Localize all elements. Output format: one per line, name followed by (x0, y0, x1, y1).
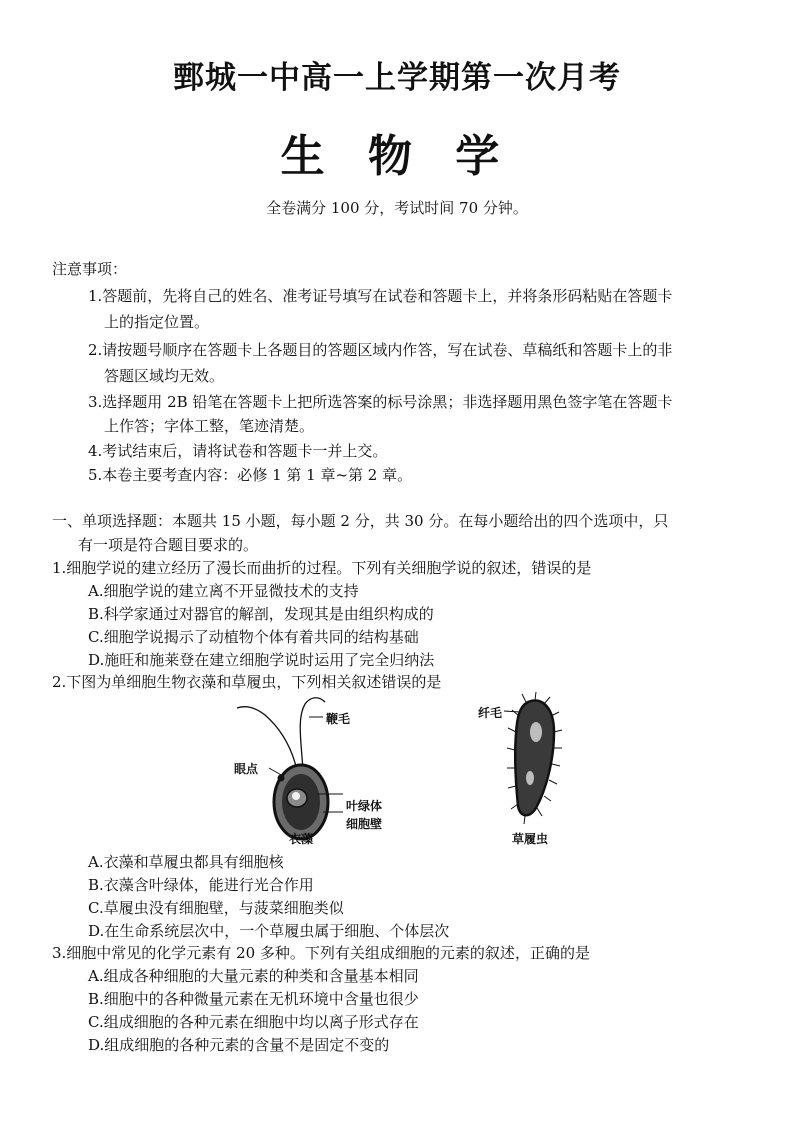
caption-paramecium: 草履虫 (512, 832, 549, 846)
exam-info: 全卷满分 100 分，考试时间 70 分钟。 (266, 199, 528, 217)
label-flagellum: 鞭毛 (326, 712, 351, 726)
label-cilia: 纤毛 (478, 706, 503, 720)
question-1-option-b: B.科学家通过对器官的解剖，发现其是由组织构成的 (88, 605, 434, 623)
question-1-stem: 1.细胞学说的建立经历了漫长而曲折的过程。下列有关细胞学说的叙述，错误的是 (52, 559, 592, 577)
question-1-option-a: A.细胞学说的建立离不开显微技术的支持 (88, 582, 359, 600)
question-3-option-a: A.组成各种细胞的大量元素的种类和含量基本相同 (88, 967, 419, 985)
question-1-option-c: C.细胞学说揭示了动植物个体有着共同的结构基础 (88, 628, 419, 646)
exam-title: 鄄城一中高一上学期第一次月考 (173, 60, 621, 96)
notes-heading: 注意事项： (52, 260, 128, 278)
note-item-3-cont: 上作答；字体工整，笔迹清楚。 (104, 417, 315, 435)
question-3-stem: 3.细胞中常见的化学元素有 20 多种。下列有关组成细胞的元素的叙述，正确的是 (52, 944, 590, 962)
question-2-option-b: B.衣藻含叶绿体，能进行光合作用 (88, 876, 314, 894)
caption-chlamydomonas: 衣藻 (289, 832, 314, 846)
question-1-option-d: D.施旺和施莱登在建立细胞学说时运用了完全归纳法 (88, 651, 435, 669)
section-heading: 一、单项选择题：本题共 15 小题，每小题 2 分，共 30 分。在每小题给出的四个选项中，只 (52, 512, 669, 530)
note-item-5: 5.本卷主要考查内容：必修 1 第 1 章~第 2 章。 (88, 466, 413, 484)
note-item-2-cont: 答题区域均无效。 (104, 367, 225, 385)
question-2-option-d: D.在生命系统层次中，一个草履虫属于细胞、个体层次 (88, 922, 450, 940)
label-cell-wall: 细胞壁 (346, 817, 383, 831)
note-item-1: 1.答题前，先将自己的姓名、准考证号填写在试卷和答题卡上，并将条形码粘贴在答题卡 (88, 287, 673, 305)
subject-title: 生 物 学 (280, 131, 514, 182)
question-2-stem: 2.下图为单细胞生物衣藻和草履虫，下列相关叙述错误的是 (52, 673, 442, 691)
question-2-option-c: C.草履虫没有细胞壁，与菠菜细胞类似 (88, 899, 344, 917)
note-item-4: 4.考试结束后，请将试卷和答题卡一并上交。 (88, 442, 388, 460)
note-item-2: 2.请按题号顺序在答题卡上各题目的答题区域内作答，写在试卷、草稿纸和答题卡上的非 (88, 341, 673, 359)
label-chloroplast: 叶绿体 (346, 799, 383, 813)
section-heading-cont: 有一项是符合题目要求的。 (78, 536, 259, 554)
label-eyespot: 眼点 (234, 762, 259, 776)
question-3-option-d: D.组成细胞的各种元素的含量不是固定不变的 (88, 1036, 390, 1054)
question-2-option-a: A.衣藻和草履虫都具有细胞核 (88, 853, 284, 871)
question-3-option-b: B.细胞中的各种微量元素在无机环境中含量也很少 (88, 990, 419, 1008)
note-item-1-cont: 上的指定位置。 (104, 313, 210, 331)
note-item-3: 3.选择题用 2B 铅笔在答题卡上把所选答案的标号涂黑；非选择题用黑色签字笔在答题卡 (88, 393, 673, 411)
question-3-option-c: C.组成细胞的各种元素在细胞中均以离子形式存在 (88, 1013, 419, 1031)
